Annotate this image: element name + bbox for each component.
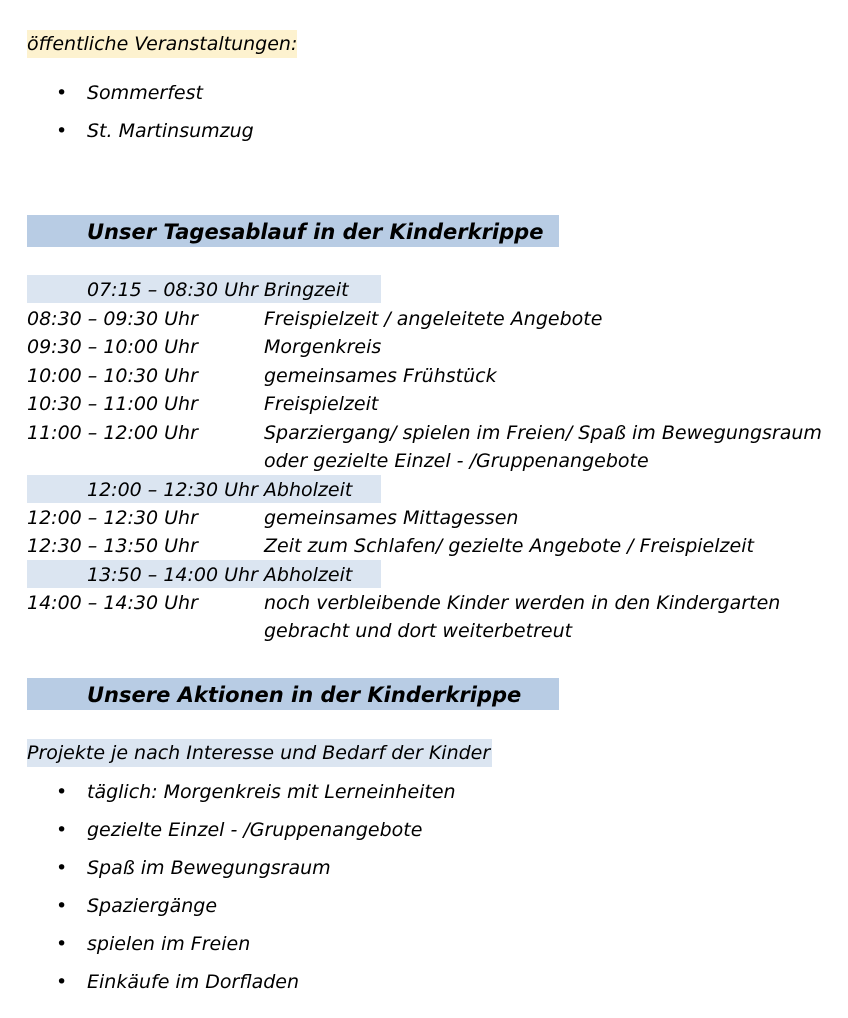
row-activity: Freispielzeit bbox=[264, 393, 379, 415]
row-time: 10:30 – 11:00 Uhr bbox=[27, 393, 198, 415]
table-row bbox=[27, 390, 378, 418]
row-activity: gemeinsames Frühstück bbox=[264, 365, 497, 387]
list-item-label: spielen im Freien bbox=[87, 933, 251, 955]
table-row bbox=[27, 305, 602, 333]
table-row bbox=[27, 333, 381, 361]
bullet-icon: • bbox=[56, 781, 68, 803]
bullet-icon: • bbox=[56, 971, 68, 993]
row-time: 08:30 – 09:30 Uhr bbox=[27, 308, 198, 330]
row-time: 12:30 – 13:50 Uhr bbox=[27, 535, 198, 557]
row-time: 10:00 – 10:30 Uhr bbox=[27, 365, 198, 387]
row-activity: Freispielzeit / angeleitete Angebote bbox=[264, 308, 603, 330]
schedule-heading: Unser Tagesablauf in der Kinderkrippe bbox=[27, 215, 559, 247]
table-row bbox=[27, 504, 518, 532]
actions-intro: Projekte je nach Interesse und Bedarf der Kinder bbox=[27, 739, 492, 767]
list-item bbox=[56, 778, 456, 806]
pickup-time-band: 12:00 – 12:30 Uhr Abholzeit bbox=[27, 475, 381, 503]
row-activity-continuation: gebracht und dort weiterbetreut bbox=[264, 620, 573, 642]
list-item-label: Einkäufe im Dorfladen bbox=[87, 971, 300, 993]
bullet-icon: • bbox=[56, 819, 68, 841]
list-item bbox=[56, 854, 331, 882]
bullet-icon: • bbox=[56, 120, 68, 142]
row-time: 12:00 – 12:30 Uhr bbox=[27, 507, 198, 529]
row-activity: Zeit zum Schlafen/ gezielte Angebote / Freispielzeit bbox=[264, 535, 754, 557]
list-item bbox=[56, 892, 217, 920]
actions-heading: Unsere Aktionen in der Kinderkrippe bbox=[27, 678, 559, 710]
row-activity: Morgenkreis bbox=[264, 336, 382, 358]
row-time: 14:00 – 14:30 Uhr bbox=[27, 592, 198, 614]
list-item bbox=[56, 968, 299, 996]
list-item bbox=[56, 930, 250, 958]
bullet-icon: • bbox=[56, 82, 68, 104]
list-item-label: gezielte Einzel - /Gruppenangebote bbox=[87, 819, 423, 841]
list-item-label: Sommerfest bbox=[87, 82, 203, 104]
list-item-label: Spaziergänge bbox=[87, 895, 218, 917]
bullet-icon: • bbox=[56, 895, 68, 917]
list-item-label: Spaß im Bewegungsraum bbox=[87, 857, 331, 879]
bullet-icon: • bbox=[56, 857, 68, 879]
row-time: 11:00 – 12:00 Uhr bbox=[27, 422, 198, 444]
list-item-label: täglich: Morgenkreis mit Lerneinheiten bbox=[87, 781, 456, 803]
list-item-label: St. Martinsumzug bbox=[87, 120, 254, 142]
row-time: 09:30 – 10:00 Uhr bbox=[27, 336, 198, 358]
list-item bbox=[56, 117, 254, 145]
table-row bbox=[27, 419, 822, 447]
row-activity: noch verbleibende Kinder werden in den Kindergarten bbox=[264, 592, 781, 614]
row-activity: Sparziergang/ spielen im Freien/ Spaß im Bewegungsraum bbox=[264, 422, 822, 444]
list-item bbox=[56, 816, 422, 844]
row-activity-continuation: oder gezielte Einzel - /Gruppenangebote bbox=[264, 450, 649, 472]
pickup-time-band: 13:50 – 14:00 Uhr Abholzeit bbox=[27, 560, 381, 588]
list-item bbox=[56, 79, 203, 107]
table-row bbox=[27, 589, 780, 617]
events-title: öffentliche Veranstaltungen: bbox=[27, 30, 297, 58]
row-activity: gemeinsames Mittagessen bbox=[264, 507, 519, 529]
table-row bbox=[27, 532, 754, 560]
bullet-icon: • bbox=[56, 933, 68, 955]
table-row bbox=[27, 362, 497, 390]
bring-time-band: 07:15 – 08:30 Uhr Bringzeit bbox=[27, 275, 381, 303]
